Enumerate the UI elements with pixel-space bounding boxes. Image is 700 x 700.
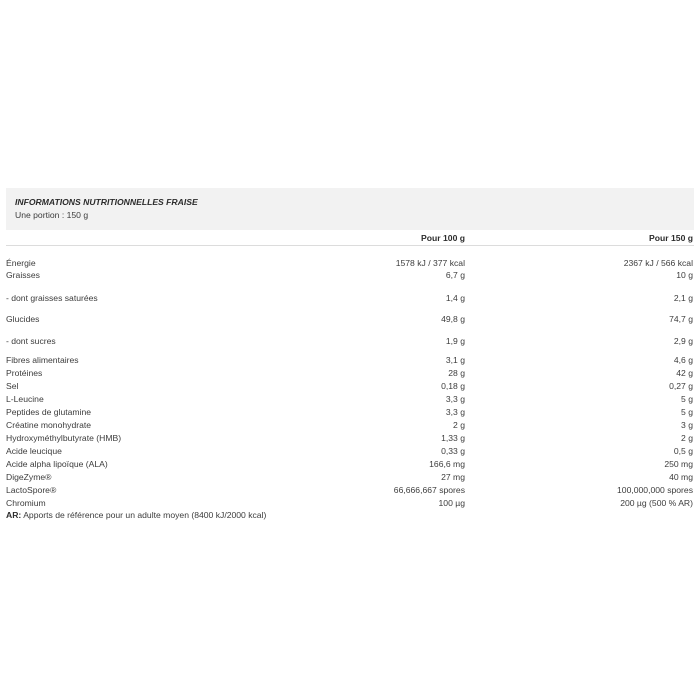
table-row (6, 417, 694, 430)
table-row (6, 482, 694, 495)
column-header-per-150g: Pour 150 g (649, 233, 693, 243)
value-per-150g: 40 mg (669, 472, 693, 482)
table-row (6, 430, 694, 443)
footnote (6, 509, 694, 521)
value-per-100g: 66,666,667 spores (393, 485, 465, 495)
value-per-150g: 0,5 g (673, 446, 693, 456)
value-per-150g: 4,6 g (673, 355, 693, 365)
value-per-100g: 0,18 g (441, 381, 465, 391)
table-title: INFORMATIONS NUTRITIONNELLES FRAISE (15, 197, 198, 207)
column-header-nutrient (6, 231, 221, 245)
table-row (6, 346, 694, 365)
value-per-100g: 2 g (453, 420, 465, 430)
value-per-150g: 100,000,000 spores (617, 485, 693, 495)
footnote-label: AR: (6, 510, 22, 520)
table-body (6, 246, 694, 508)
value-per-100g: 1,33 g (441, 433, 465, 443)
nutrient-name: LactoSpore® (6, 485, 57, 495)
value-per-100g: 100 µg (438, 498, 465, 508)
column-header-per-100g: Pour 100 g (421, 233, 465, 243)
value-per-100g: 3,3 g (445, 394, 465, 404)
nutrient-name: Sel (6, 381, 19, 391)
table-header (6, 188, 694, 230)
nutrient-name: DigeZyme® (6, 472, 52, 482)
table-row (6, 495, 694, 508)
table-row (6, 268, 694, 280)
table-row (6, 365, 694, 378)
value-per-150g: 74,7 g (669, 314, 693, 324)
table-row (6, 404, 694, 417)
value-per-100g: 3,3 g (445, 407, 465, 417)
nutrient-name: Créatine monohydrate (6, 420, 92, 430)
value-per-150g: 2367 kJ / 566 kcal (623, 258, 693, 268)
value-per-100g: 0,33 g (441, 446, 465, 456)
value-per-100g: 6,7 g (445, 270, 465, 280)
value-per-100g: 28 g (448, 368, 465, 378)
nutrient-name: Protéines (6, 368, 43, 378)
value-per-150g: 200 µg (500 % AR) (620, 498, 693, 508)
table-row (6, 391, 694, 404)
value-per-100g: 1,9 g (445, 336, 465, 346)
nutrition-table (6, 188, 694, 521)
table-row (6, 246, 694, 268)
value-per-100g: 1578 kJ / 377 kcal (395, 258, 465, 268)
value-per-150g: 3 g (681, 420, 693, 430)
nutrient-name: Énergie (6, 258, 36, 268)
nutrient-name: - dont sucres (6, 336, 56, 346)
value-per-100g: 166,6 mg (429, 459, 465, 469)
nutrient-name: Acide leucique (6, 446, 62, 456)
value-per-150g: 42 g (676, 368, 693, 378)
footnote-text: Apports de référence pour un adulte moyen (8400 kJ/2000 kcal) (21, 510, 267, 520)
nutrient-name: Chromium (6, 498, 46, 508)
value-per-150g: 250 mg (664, 459, 693, 469)
value-per-150g: 2,9 g (673, 336, 693, 346)
table-row (6, 469, 694, 482)
nutrient-name: Acide alpha lipoïque (ALA) (6, 459, 108, 469)
value-per-150g: 5 g (681, 394, 693, 404)
nutrient-name: L-Leucine (6, 394, 44, 404)
table-row (6, 443, 694, 456)
table-row (6, 280, 694, 303)
table-row (6, 378, 694, 391)
value-per-150g: 5 g (681, 407, 693, 417)
portion-size: Une portion : 150 g (15, 210, 89, 220)
nutrient-name: - dont graisses saturées (6, 293, 98, 303)
value-per-100g: 3,1 g (445, 355, 465, 365)
table-row (6, 324, 694, 346)
nutrient-name: Graisses (6, 270, 40, 280)
value-per-150g: 2,1 g (673, 293, 693, 303)
nutrient-name: Peptides de glutamine (6, 407, 92, 417)
value-per-100g: 1,4 g (445, 293, 465, 303)
nutrient-name: Glucides (6, 314, 40, 324)
column-headers (6, 231, 694, 246)
value-per-150g: 0,27 g (669, 381, 693, 391)
table-row (6, 303, 694, 324)
value-per-100g: 49,8 g (441, 314, 465, 324)
nutrient-name: Fibres alimentaires (6, 355, 79, 365)
value-per-150g: 2 g (681, 433, 693, 443)
table-row (6, 456, 694, 469)
nutrient-name: Hydroxyméthylbutyrate (HMB) (6, 433, 122, 443)
value-per-100g: 27 mg (441, 472, 465, 482)
value-per-150g: 10 g (676, 270, 693, 280)
